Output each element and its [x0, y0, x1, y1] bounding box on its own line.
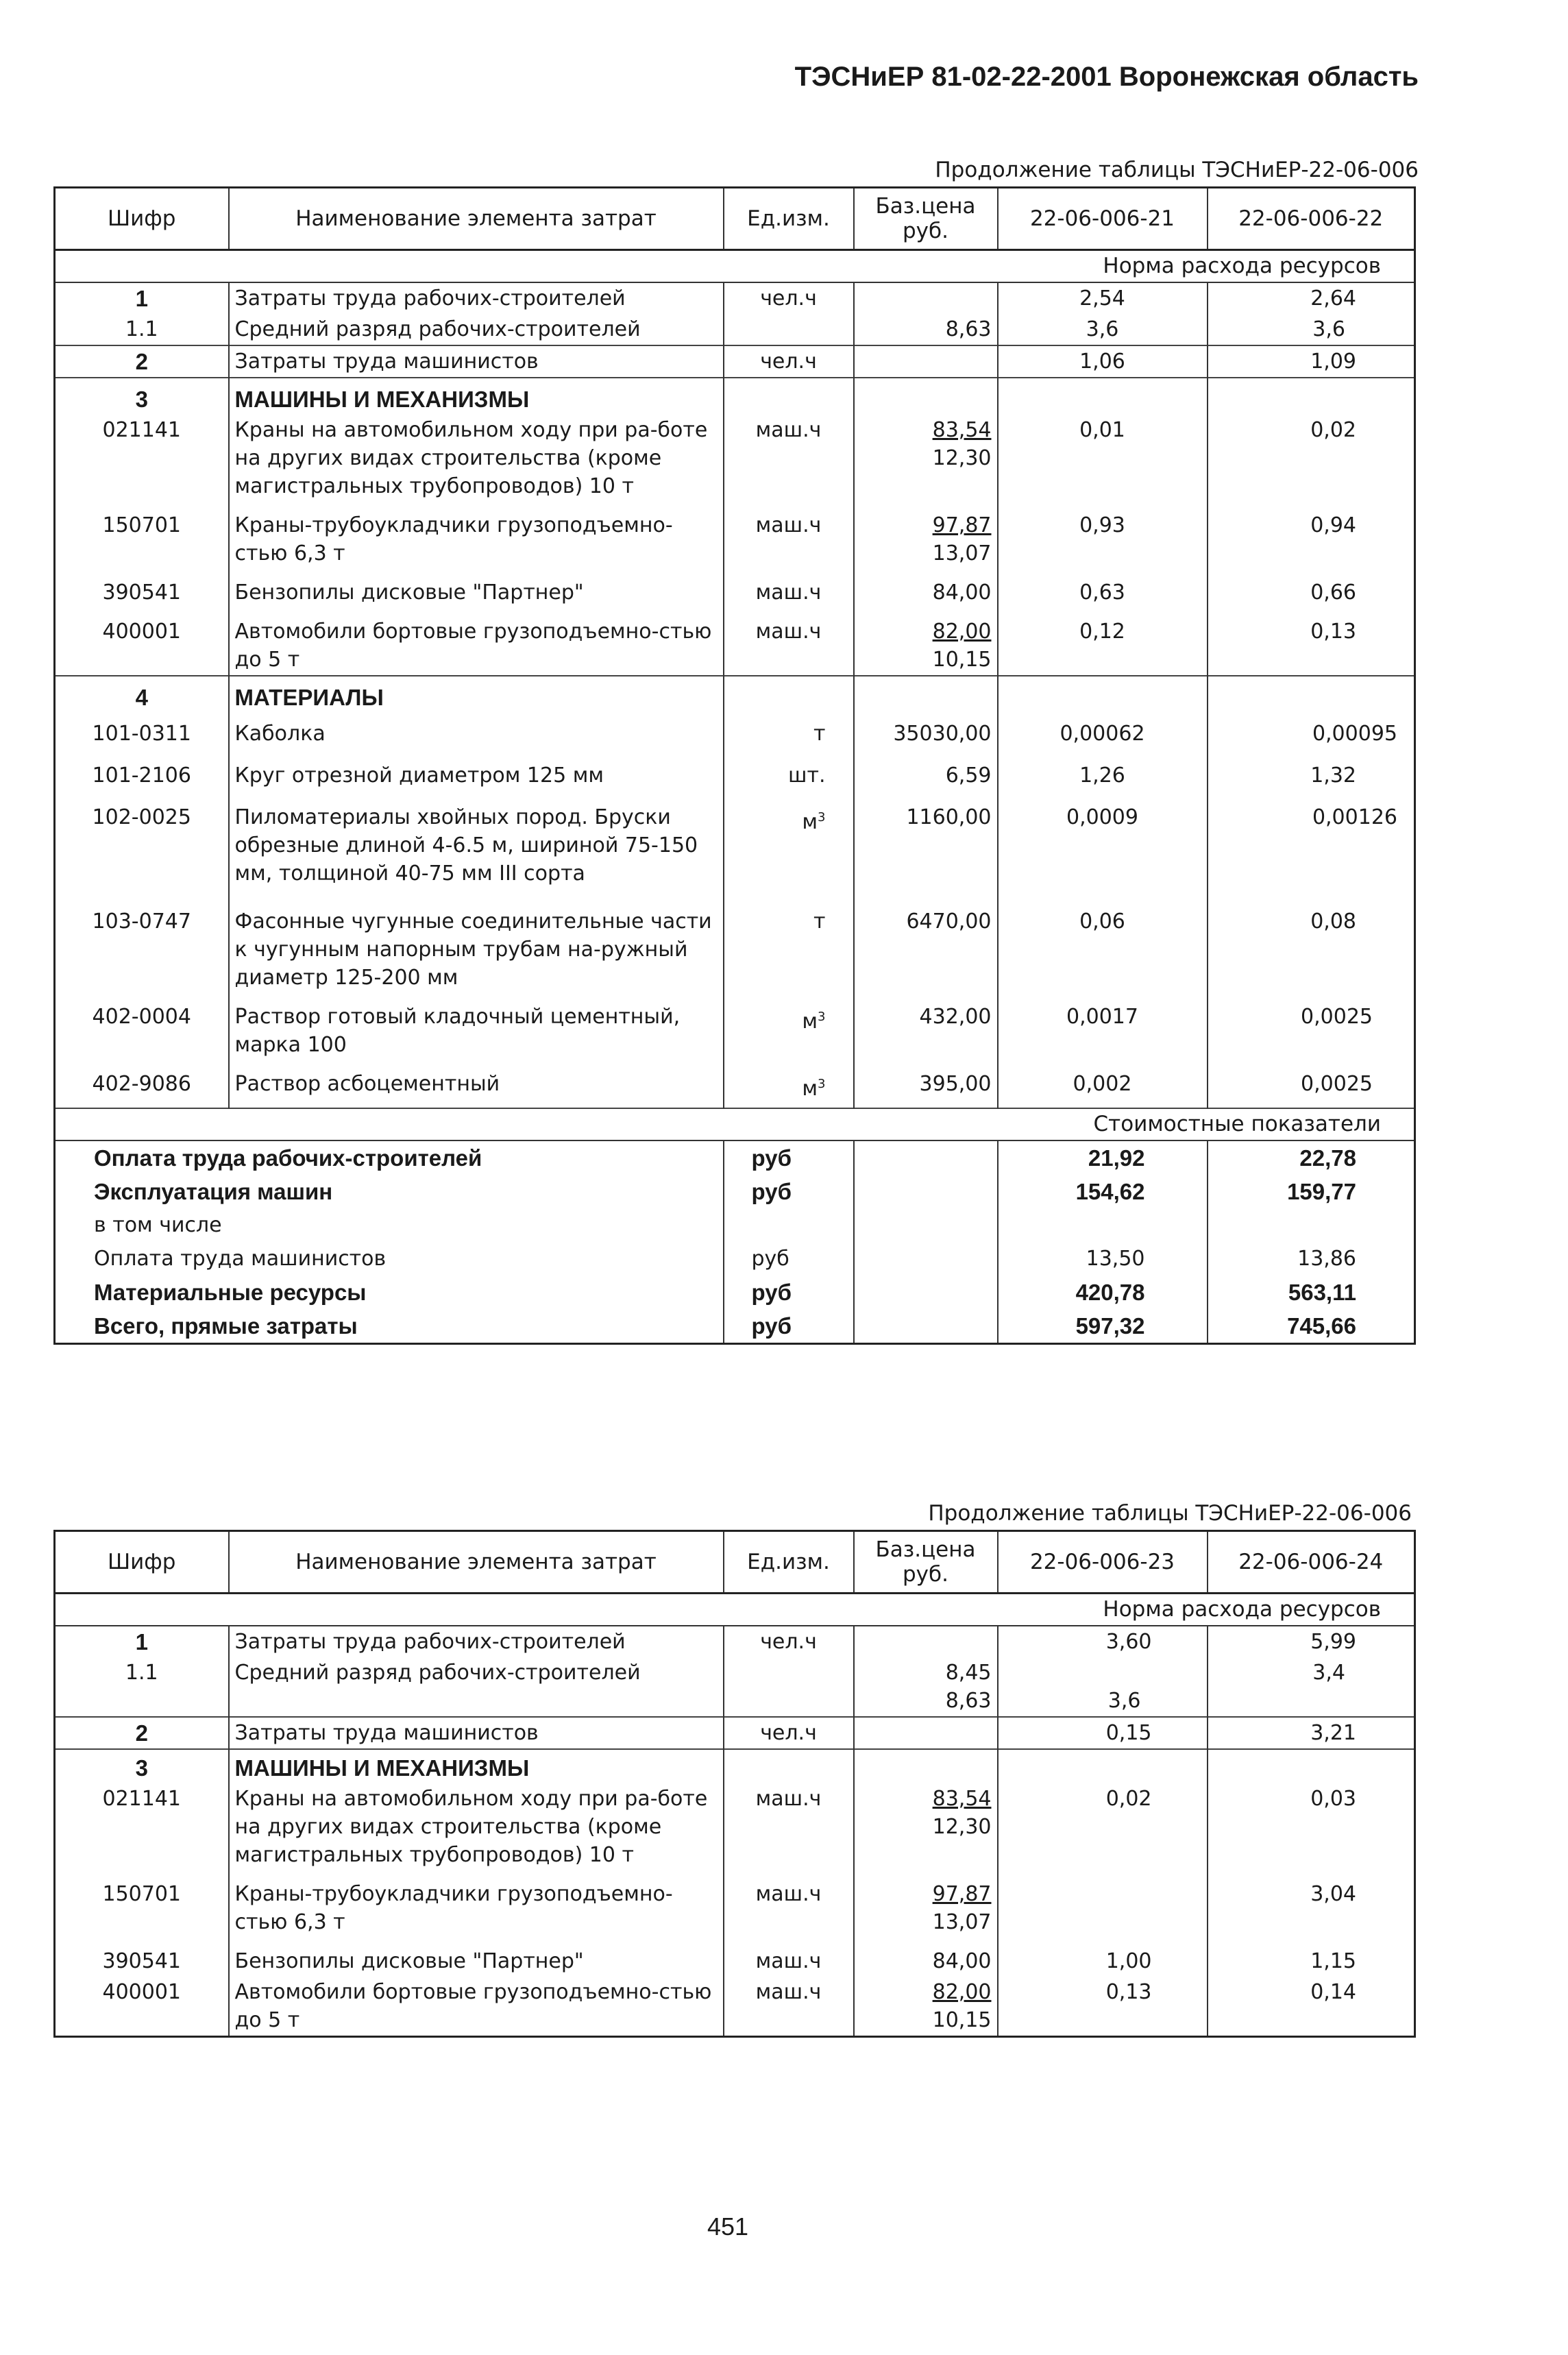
row-code: 402-0004	[55, 993, 229, 1060]
cost-row	[55, 1309, 1415, 1344]
table-row	[55, 1749, 1415, 1783]
page-number: 451	[707, 2212, 749, 2241]
cost-value-22: 563,11	[1208, 1276, 1415, 1309]
price-header-line2: руб.	[903, 219, 948, 243]
row-value-22: 3,6	[1208, 314, 1415, 345]
row-code: 101-0311	[55, 713, 229, 749]
cost-value-21: 420,78	[998, 1276, 1208, 1309]
row-value-22: 0,13	[1208, 608, 1415, 676]
row-value-21: 0,00062	[998, 713, 1208, 749]
price-labor: 13,07	[932, 1910, 992, 1934]
row-name: Краны-трубоукладчики грузоподъемно-стью 6,3 т	[229, 502, 724, 569]
price-labor: 12,30	[932, 1815, 992, 1839]
row-code: 101-2106	[55, 749, 229, 791]
row-unit: шт.	[724, 749, 854, 791]
cost-value-22: 745,66	[1208, 1309, 1415, 1344]
row-value-24: 0,03	[1208, 1783, 1415, 1870]
table-header-row	[55, 1531, 1415, 1594]
price-total: 83,54	[932, 1787, 992, 1811]
cost-row	[55, 1242, 1415, 1276]
row-name: Каболка	[229, 713, 724, 749]
row-name: Раствор асбоцементный	[229, 1060, 724, 1108]
norm-header-row	[55, 250, 1415, 283]
col-header-name: Наименование элемента затрат	[229, 1531, 724, 1594]
row-unit: чел.ч	[724, 345, 854, 378]
row-unit: маш.ч	[724, 1977, 854, 2037]
row-value-24: 1,15	[1208, 1938, 1415, 1977]
row-value-24: 0,14	[1208, 1977, 1415, 2037]
table-row	[55, 1657, 1415, 1717]
cost-label: Всего, прямые затраты	[55, 1309, 724, 1344]
row-code: 102-0025	[55, 791, 229, 901]
document-title: ТЭСНиЕР 81-02-22-2001 Воронежская область	[794, 62, 1419, 92]
row-price	[854, 415, 998, 502]
row-name: Средний разряд рабочих-строителей	[229, 1657, 724, 1717]
cost-header: Стоимостные показатели	[55, 1108, 1415, 1140]
row-value-23: 0,13	[998, 1977, 1208, 2037]
row-value-22: 2,64	[1208, 282, 1415, 314]
row-value-23: 0,02	[998, 1783, 1208, 1870]
row-value-24: 3,21	[1208, 1717, 1415, 1749]
price-line1: 8,45	[945, 1661, 992, 1685]
row-price	[854, 608, 998, 676]
table-row	[55, 1938, 1415, 1977]
table-row	[55, 993, 1415, 1060]
cost-unit: руб	[724, 1309, 854, 1344]
col-header-price	[854, 1531, 998, 1594]
row-value-24: 3,4	[1208, 1657, 1415, 1717]
col-header-code: Шифр	[55, 1531, 229, 1594]
row-value-21: 0,06	[998, 901, 1208, 993]
row-name: Бензопилы дисковые "Партнер"	[229, 569, 724, 608]
table-row	[55, 502, 1415, 569]
cost-label: Эксплуатация машин	[55, 1175, 724, 1208]
row-name: Фасонные чугунные соединительные части к чугунным напорным трубам на-ружный диаметр 125-200 мм	[229, 901, 724, 993]
col-header-name: Наименование элемента затрат	[229, 188, 724, 250]
section-title-machines: МАШИНЫ И МЕХАНИЗМЫ	[229, 1749, 724, 1783]
row-value-21: 1,26	[998, 749, 1208, 791]
row-name: Затраты труда рабочих-строителей	[229, 1626, 724, 1657]
row-price	[854, 282, 998, 314]
row-code: 103-0747	[55, 901, 229, 993]
row-value-21: 0,01	[998, 415, 1208, 502]
unit-sup: 3	[818, 1077, 826, 1091]
table-row	[55, 1717, 1415, 1749]
col-header-code: Шифр	[55, 188, 229, 250]
price-total: 82,00	[932, 1980, 992, 2004]
row-name: Затраты труда машинистов	[229, 1717, 724, 1749]
price-total: 97,87	[932, 513, 992, 537]
resource-table-1	[53, 186, 1416, 1345]
col-header-24: 22-06-006-24	[1208, 1531, 1415, 1594]
row-value-22: 0,0025	[1208, 993, 1415, 1060]
row-code: 1.1	[55, 314, 229, 345]
row-code: 150701	[55, 502, 229, 569]
row-price: 84,00	[854, 1938, 998, 1977]
row-code: 021141	[55, 415, 229, 502]
row-name: Круг отрезной диаметром 125 мм	[229, 749, 724, 791]
row-code: 1	[55, 1626, 229, 1657]
cost-unit: руб	[724, 1242, 854, 1276]
col-header-21: 22-06-006-21	[998, 188, 1208, 250]
row-value-23: 0,15	[998, 1717, 1208, 1749]
row-unit: маш.ч	[724, 1938, 854, 1977]
price-total: 83,54	[932, 418, 992, 442]
row-code: 150701	[55, 1870, 229, 1938]
row-unit: т	[724, 713, 854, 749]
price-header-line1: Баз.цена	[875, 194, 976, 219]
section-title-machines: МАШИНЫ И МЕХАНИЗМЫ	[229, 378, 724, 415]
row-unit: чел.ч	[724, 1626, 854, 1657]
table-row	[55, 901, 1415, 993]
row-name: Затраты труда рабочих-строителей	[229, 282, 724, 314]
row-price: 84,00	[854, 569, 998, 608]
cost-unit: руб	[724, 1175, 854, 1208]
row-value-21: 0,002	[998, 1060, 1208, 1108]
row-price: 432,00	[854, 993, 998, 1060]
table-row	[55, 676, 1415, 713]
table2-caption: Продолжение таблицы ТЭСНиЕР-22-06-006	[928, 1501, 1412, 1526]
row-unit: маш.ч	[724, 608, 854, 676]
row-unit	[724, 791, 854, 901]
cost-unit: руб	[724, 1276, 854, 1309]
table-row	[55, 415, 1415, 502]
cost-row	[55, 1140, 1415, 1175]
col-header-unit: Ед.изм.	[724, 188, 854, 250]
row-value-22: 1,32	[1208, 749, 1415, 791]
row-unit	[724, 1060, 854, 1108]
row-name: Краны-трубоукладчики грузоподъемно-стью 6,3 т	[229, 1870, 724, 1938]
cost-label: Оплата труда машинистов	[55, 1242, 724, 1276]
row-name: Бензопилы дисковые "Партнер"	[229, 1938, 724, 1977]
row-value-22: 0,00095	[1208, 713, 1415, 749]
row-value-21: 0,0017	[998, 993, 1208, 1060]
row-value-23: 1,00	[998, 1938, 1208, 1977]
row-price	[854, 1870, 998, 1938]
row-unit: маш.ч	[724, 1783, 854, 1870]
table-row	[55, 1870, 1415, 1938]
row-value-23	[998, 1870, 1208, 1938]
unit-base: м	[802, 1077, 818, 1101]
row-code: 021141	[55, 1783, 229, 1870]
row-unit: чел.ч	[724, 282, 854, 314]
row-name: Средний разряд рабочих-строителей	[229, 314, 724, 345]
row-value-22: 0,08	[1208, 901, 1415, 993]
row-price	[854, 1783, 998, 1870]
table-row	[55, 608, 1415, 676]
table-row	[55, 569, 1415, 608]
table1-caption: Продолжение таблицы ТЭСНиЕР-22-06-006	[935, 158, 1419, 182]
row-value-21: 0,63	[998, 569, 1208, 608]
table-row	[55, 749, 1415, 791]
unit-base: м	[802, 1010, 818, 1034]
row-value-22: 0,02	[1208, 415, 1415, 502]
row-unit: т	[724, 901, 854, 993]
price-labor: 10,15	[932, 648, 992, 672]
price-header-line2: руб.	[903, 1562, 948, 1587]
row-price: 8,63	[854, 314, 998, 345]
row-code: 402-9086	[55, 1060, 229, 1108]
table-row	[55, 1626, 1415, 1657]
cost-row	[55, 1175, 1415, 1208]
cost-row	[55, 1208, 1415, 1242]
row-price: 1160,00	[854, 791, 998, 901]
row-unit: маш.ч	[724, 569, 854, 608]
row-price	[854, 1657, 998, 1717]
cost-label: Материальные ресурсы	[55, 1276, 724, 1309]
row-code: 400001	[55, 1977, 229, 2037]
section-title-materials: МАТЕРИАЛЫ	[229, 676, 724, 713]
unit-sup: 3	[818, 810, 826, 825]
row-name: Автомобили бортовые грузоподъемно-стью до 5 т	[229, 608, 724, 676]
row-code: 3	[55, 1749, 229, 1783]
table-header-row	[55, 188, 1415, 250]
row-price	[854, 345, 998, 378]
row-unit: маш.ч	[724, 1870, 854, 1938]
cost-header-row	[55, 1108, 1415, 1140]
row-value-21: 0,0009	[998, 791, 1208, 901]
price-total: 97,87	[932, 1882, 992, 1906]
cost-value-21: 21,92	[998, 1140, 1208, 1175]
cost-label: Оплата труда рабочих-строителей	[55, 1140, 724, 1175]
price-header-line1: Баз.цена	[875, 1537, 976, 1562]
row-value-23	[998, 1657, 1208, 1717]
cost-value-22: 159,77	[1208, 1175, 1415, 1208]
row-value-23: 3,60	[998, 1626, 1208, 1657]
row-name: Раствор готовый кладочный цементный, марка 100	[229, 993, 724, 1060]
row-value-21: 2,54	[998, 282, 1208, 314]
row-code: 1	[55, 282, 229, 314]
price-total: 82,00	[932, 620, 992, 644]
row-unit: маш.ч	[724, 502, 854, 569]
row-code: 1.1	[55, 1657, 229, 1717]
row-price: 6470,00	[854, 901, 998, 993]
row-value-24: 3,04	[1208, 1870, 1415, 1938]
row-code: 2	[55, 1717, 229, 1749]
norm-header-row	[55, 1594, 1415, 1626]
price-labor: 13,07	[932, 541, 992, 565]
row-value-21: 0,93	[998, 502, 1208, 569]
row-value-22: 1,09	[1208, 345, 1415, 378]
row-value-22: 0,00126	[1208, 791, 1415, 901]
price-labor: 10,15	[932, 2008, 992, 2032]
row-code: 2	[55, 345, 229, 378]
col-header-23: 22-06-006-23	[998, 1531, 1208, 1594]
row-price: 35030,00	[854, 713, 998, 749]
cost-value-21: 13,50	[998, 1242, 1208, 1276]
table-row	[55, 345, 1415, 378]
row-name: Автомобили бортовые грузоподъемно-стью до 5 т	[229, 1977, 724, 2037]
row-unit	[724, 993, 854, 1060]
row-name: Пиломатериалы хвойных пород. Бруски обрезные длиной 4-6.5 м, шириной 75-150 мм, толщиной 40-75 мм III сорта	[229, 791, 724, 901]
row-price: 395,00	[854, 1060, 998, 1108]
row-value-23-line2: 3,6	[1107, 1689, 1141, 1713]
row-code: 390541	[55, 1938, 229, 1977]
col-header-22: 22-06-006-22	[1208, 188, 1415, 250]
row-value-21: 0,12	[998, 608, 1208, 676]
row-value-22: 0,94	[1208, 502, 1415, 569]
table-row	[55, 378, 1415, 415]
table-row	[55, 282, 1415, 314]
row-value-21: 1,06	[998, 345, 1208, 378]
row-code: 4	[55, 676, 229, 713]
row-unit: маш.ч	[724, 415, 854, 502]
table-row	[55, 1060, 1415, 1108]
row-value-21: 3,6	[998, 314, 1208, 345]
col-header-unit: Ед.изм.	[724, 1531, 854, 1594]
cost-value-22: 22,78	[1208, 1140, 1415, 1175]
row-code: 3	[55, 378, 229, 415]
row-price	[854, 1977, 998, 2037]
row-unit	[724, 314, 854, 345]
table-row	[55, 1783, 1415, 1870]
resource-table-2	[53, 1530, 1416, 2038]
norm-header: Норма расхода ресурсов	[55, 250, 1415, 283]
row-price	[854, 502, 998, 569]
row-code: 390541	[55, 569, 229, 608]
cost-value-21: 597,32	[998, 1309, 1208, 1344]
row-value-22: 0,66	[1208, 569, 1415, 608]
cost-unit: руб	[724, 1140, 854, 1175]
cost-value-22: 13,86	[1208, 1242, 1415, 1276]
unit-base: м	[802, 810, 818, 834]
row-name: Затраты труда машинистов	[229, 345, 724, 378]
row-unit: чел.ч	[724, 1717, 854, 1749]
cost-value-21: 154,62	[998, 1175, 1208, 1208]
table-row	[55, 314, 1415, 345]
row-name: Краны на автомобильном ходу при ра-боте на других видах строительства (кроме магистральных трубопроводов) 10 т	[229, 1783, 724, 1870]
row-price: 6,59	[854, 749, 998, 791]
row-code: 400001	[55, 608, 229, 676]
price-labor: 12,30	[932, 446, 992, 470]
price-line2: 8,63	[945, 1689, 992, 1713]
norm-header: Норма расхода ресурсов	[55, 1594, 1415, 1626]
table-row	[55, 713, 1415, 749]
cost-label: в том числе	[55, 1208, 724, 1242]
table-row	[55, 791, 1415, 901]
row-name: Краны на автомобильном ходу при ра-боте на других видах строительства (кроме магистральных трубопроводов) 10 т	[229, 415, 724, 502]
row-value-22: 0,0025	[1208, 1060, 1415, 1108]
unit-sup: 3	[818, 1010, 826, 1024]
col-header-price	[854, 188, 998, 250]
cost-row	[55, 1276, 1415, 1309]
table-row	[55, 1977, 1415, 2037]
row-value-24: 5,99	[1208, 1626, 1415, 1657]
